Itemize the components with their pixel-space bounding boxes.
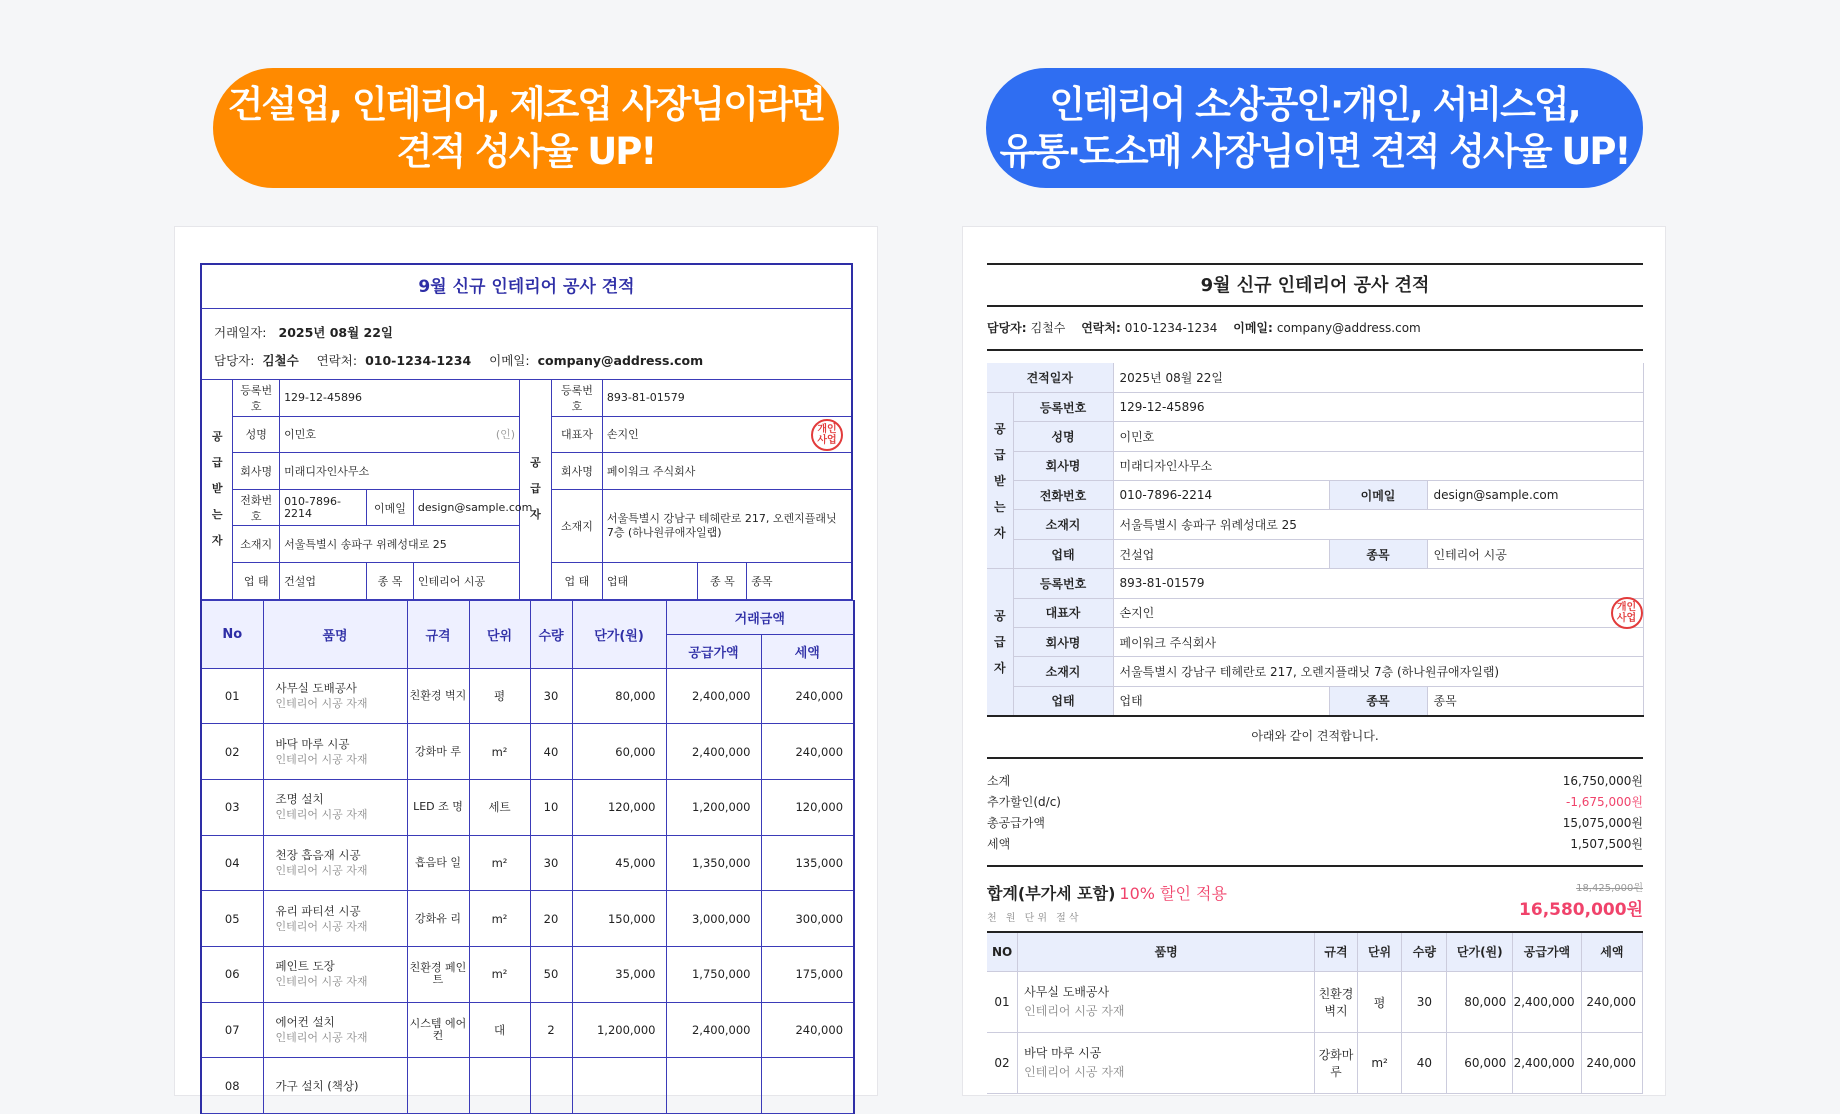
parties-table [987,363,1644,717]
cell-no: 08 [201,1058,263,1114]
cell-tax: 300,000 [761,891,854,947]
table-row [201,1002,854,1058]
table-row [201,1058,854,1114]
item-name: 사무실 도배공사 [1024,985,1110,1000]
cell-tax: 240,000 [761,724,854,780]
supplier-rep-cell [1113,598,1643,627]
cell-unit: m² [469,835,530,891]
banner-construction [213,68,839,188]
phone-label: 연락처: [1081,321,1121,335]
banner-line: 인테리어 소상공인·개인, 서비스업, [1049,83,1580,126]
supplier-biz-label: 업 태 [551,562,602,599]
cell-price: 60,000 [572,724,666,780]
cell-spec: 흡음타 일 [407,835,469,891]
receiver-item-label: 종 목 [367,562,414,599]
email-label: 이메일: [489,353,530,368]
receiver-company-value: 미래디자인사무소 [280,453,520,490]
cell-qty: 30 [530,668,572,724]
estimate-sheet-gray [962,226,1666,1096]
cell-supply: 1,350,000 [666,835,761,891]
cell-no: 05 [201,891,263,947]
receiver-item-value: 인테리어 시공 [413,562,519,599]
supplier-biz-value: 업태 [602,562,698,599]
cell-qty [530,1058,572,1114]
email-label: 이메일: [1233,321,1273,335]
banner-line: 유통·도소매 사장님이면 견적 성사율 UP! [999,130,1630,173]
receiver-item-value: 인테리어 시공 [1427,539,1643,568]
item-sub: 인테리어 시공 자재 [275,696,368,710]
cell-price: 60,000 [1447,1033,1513,1094]
estimate-sheet-blue [174,226,878,1096]
cell-unit: 평 [469,668,530,724]
cell-tax [761,1058,854,1114]
item-name: 페인트 도장 [275,959,335,974]
receiver-name-value: 이민호 [284,428,316,442]
cell-no: 04 [201,835,263,891]
original-total: 18,425,000원 [1576,882,1643,894]
cell-qty: 40 [1402,1033,1447,1094]
supplier-company-value: 페이워크 주식회사 [1113,628,1643,657]
cell-tax: 240,000 [1581,1033,1642,1094]
phone-label: 연락처: [316,353,358,368]
cell-tax: 120,000 [761,779,854,835]
receiver-tel-label: 전화번호 [233,489,280,526]
receiver-biz-value: 건설업 [1113,539,1329,568]
receiver-email-value: design@sample.com [1427,481,1643,510]
receiver-addr-label: 소재지 [233,526,280,563]
date-label: 견적일자 [987,363,1113,392]
cell-no: 02 [987,1033,1018,1094]
cell-name [263,835,407,891]
item-name: 사무실 도배공사 [275,680,357,695]
receiver-item-label: 종목 [1329,539,1427,568]
table-row [201,891,854,947]
cell-name [263,947,407,1003]
receiver-name-label: 성명 [1013,422,1113,451]
receiver-vertical-label: 공 급 받 는 자 [987,392,1013,568]
parties-table [200,379,853,600]
cell-price: 120,000 [572,779,666,835]
manager-value: 김철수 [262,353,299,368]
table-row [987,1033,1643,1094]
receiver-name-value: 이민호 [1113,422,1643,451]
cell-supply: 2,400,000 [1513,1033,1581,1094]
cell-price: 80,000 [1447,972,1513,1033]
receiver-name-label: 성명 [233,416,280,453]
supplier-vertical-label: 공 급 자 [520,380,552,600]
estimate-note: 아래와 같이 견적합니다. [987,717,1643,759]
supplier-reg-label: 등록번호 [551,380,602,417]
cell-tax: 240,000 [761,1002,854,1058]
phone-value: 010-1234-1234 [1124,321,1218,335]
receiver-addr-value: 서울특별시 송파구 위례성대로 25 [1113,510,1643,539]
document-title: 9월 신규 인테리어 공사 견적 [200,263,853,309]
table-row [201,668,854,724]
item-name: 에어컨 설치 [275,1015,335,1030]
business-stamp: 개인 사업 [1611,597,1643,629]
cell-price: 80,000 [572,668,666,724]
cell-spec: 친환경 벽지 [1315,972,1357,1033]
final-total: 16,580,000원 [1519,899,1643,920]
document-meta [987,307,1643,351]
cell-supply [666,1058,761,1114]
cell-unit: 세트 [469,779,530,835]
cell-tax: 240,000 [1581,972,1642,1033]
cell-supply: 2,400,000 [666,724,761,780]
item-sub: 인테리어 시공 자재 [275,975,368,989]
cell-no: 01 [987,972,1018,1033]
item-name: 가구 설치 (책상) [275,1078,359,1093]
receiver-email-label: 이메일 [367,489,414,526]
banner-line: 건설업, 인테리어, 제조업 사장님이라면 [227,83,825,126]
cell-unit: m² [469,947,530,1003]
receiver-vertical-label: 공 급 받 는 자 [201,380,233,600]
item-name: 바닥 마루 시공 [1024,1046,1102,1061]
seal-mark: (인) [495,428,516,442]
item-sub: 인테리어 시공 자재 [275,1031,368,1045]
supplier-addr-value: 서울특별시 강남구 테헤란로 217, 오렌지플래닛 7층 (하나원큐애자일랩) [602,489,852,562]
receiver-reg-value: 129-12-45896 [1113,392,1643,421]
manager-value: 김철수 [1030,321,1066,335]
date-label: 거래일자: [214,325,267,340]
cell-spec: 시스템 에어컨 [407,1002,469,1058]
cell-name [263,779,407,835]
summary-row: 소계 16,750,000원 [987,773,1643,788]
supplier-biz-value: 업태 [1113,686,1329,715]
cell-price: 150,000 [572,891,666,947]
document-title: 9월 신규 인테리어 공사 견적 [987,263,1643,307]
business-stamp: 개인 사업 [811,419,843,451]
cell-no: 02 [201,724,263,780]
supplier-addr-label: 소재지 [551,489,602,562]
table-row [201,779,854,835]
supplier-vertical-label: 공 급 자 [987,569,1013,716]
item-sub: 인테리어 시공 자재 [275,808,368,822]
col-no: No [201,600,263,668]
receiver-company-value: 미래디자인사무소 [1113,451,1643,480]
item-name: 조명 설치 [275,792,324,807]
cell-unit [469,1058,530,1114]
col-spec: 규격 [1315,932,1357,972]
supplier-item-label: 종 목 [698,562,747,599]
cell-supply: 1,750,000 [666,947,761,1003]
cell-spec: 강화유 리 [407,891,469,947]
cell-unit: m² [469,891,530,947]
cell-price [572,1058,666,1114]
cell-no: 03 [201,779,263,835]
col-price: 단가(원) [572,600,666,668]
total-label: 합계(부가세 포함) 10% 할인 적용 [987,883,1227,903]
cell-name [263,1002,407,1058]
receiver-reg-label: 등록번호 [1013,392,1113,421]
item-sub: 인테리어 시공 자재 [275,919,368,933]
receiver-addr-value: 서울특별시 송파구 위례성대로 25 [280,526,520,563]
discount-text: 10% 할인 적용 [1119,883,1227,903]
supplier-item-value: 종목 [1427,686,1643,715]
receiver-addr-label: 소재지 [1013,510,1113,539]
col-unit: 단위 [469,600,530,668]
cell-spec: 강화마 루 [407,724,469,780]
phone-value: 010-1234-1234 [365,353,472,368]
cell-qty: 10 [530,779,572,835]
supplier-rep-label: 대표자 [551,416,602,453]
cell-supply: 1,200,000 [666,779,761,835]
cell-name [1018,972,1315,1033]
receiver-tel-value: 010-7896-2214 [280,489,367,526]
receiver-biz-value: 건설업 [280,562,367,599]
cell-tax: 240,000 [761,668,854,724]
supplier-reg-value: 893-81-01579 [1113,569,1643,598]
cell-name [263,891,407,947]
cell-supply: 2,400,000 [1513,972,1581,1033]
cell-qty: 40 [530,724,572,780]
cell-name [263,1058,407,1114]
summary-row: 추가할인(d/c) -1,675,000원 [987,794,1643,809]
item-sub: 인테리어 시공 자재 [275,752,368,766]
cell-qty: 2 [530,1002,572,1058]
cell-name [1018,1033,1315,1094]
item-sub: 인테리어 시공 자재 [1024,1004,1125,1019]
cell-supply: 3,000,000 [666,891,761,947]
table-row [201,835,854,891]
cell-supply: 2,400,000 [666,1002,761,1058]
items-table [987,931,1643,1095]
col-supply: 공급가액 [666,634,761,668]
col-name: 품명 [1018,932,1315,972]
col-qty: 수량 [530,600,572,668]
estimate-document [987,263,1643,1094]
supplier-addr-label: 소재지 [1013,657,1113,686]
supplier-company-label: 회사명 [551,453,602,490]
col-name: 품명 [263,600,407,668]
cell-spec [407,1058,469,1114]
table-row [987,972,1643,1033]
supplier-rep-value: 손지인 [1119,606,1155,621]
summary-block [987,759,1643,855]
receiver-reg-label: 등록번호 [233,380,280,417]
estimate-document [200,263,853,1114]
cell-spec: 친환경 페인트 [407,947,469,1003]
col-tax: 세액 [761,634,854,668]
cell-price: 35,000 [572,947,666,1003]
banner-service [986,68,1643,188]
cell-supply: 2,400,000 [666,668,761,724]
cell-spec: 강화마 루 [1315,1033,1357,1094]
col-supply: 공급가액 [1513,932,1581,972]
receiver-name-cell [280,416,520,453]
cell-no: 01 [201,668,263,724]
supplier-company-value: 페이워크 주식회사 [602,453,852,490]
email-value: company@address.com [537,353,704,368]
banner-line: 견적 성사율 UP! [396,130,656,173]
receiver-reg-value: 129-12-45896 [280,380,520,417]
receiver-email-value: design@sample.com [413,489,519,526]
item-name: 유리 파티션 시공 [275,903,361,918]
receiver-company-label: 회사명 [233,453,280,490]
col-price: 단가(원) [1447,932,1513,972]
supplier-item-label: 종목 [1329,686,1427,715]
total-block [987,865,1643,931]
cell-spec: 친환경 벽지 [407,668,469,724]
item-name: 천장 흡음재 시공 [275,847,361,862]
receiver-email-label: 이메일 [1329,481,1427,510]
receiver-biz-label: 업 태 [233,562,280,599]
cell-name [263,668,407,724]
cell-qty: 30 [530,835,572,891]
cell-qty: 20 [530,891,572,947]
cell-qty: 30 [1402,972,1447,1033]
cell-qty: 50 [530,947,572,1003]
cell-unit: m² [469,724,530,780]
cell-tax: 135,000 [761,835,854,891]
supplier-company-label: 회사명 [1013,628,1113,657]
item-sub: 인테리어 시공 자재 [275,863,368,877]
cell-name [263,724,407,780]
supplier-reg-value: 893-81-01579 [602,380,852,417]
supplier-rep-label: 대표자 [1013,598,1113,627]
email-value: company@address.com [1276,321,1421,335]
summary-row: 세액 1,507,500원 [987,836,1643,851]
supplier-biz-label: 업태 [1013,686,1113,715]
cell-unit: 평 [1357,972,1402,1033]
cell-no: 07 [201,1002,263,1058]
date-value: 2025년 08월 22일 [1113,363,1643,392]
cell-no: 06 [201,947,263,1003]
item-sub: 인테리어 시공 자재 [1024,1065,1125,1080]
col-spec: 규격 [407,600,469,668]
cell-unit: 대 [469,1002,530,1058]
receiver-tel-label: 전화번호 [1013,481,1113,510]
cell-unit: m² [1357,1033,1402,1094]
cell-price: 1,200,000 [572,1002,666,1058]
receiver-tel-value: 010-7896-2214 [1113,481,1329,510]
cell-price: 45,000 [572,835,666,891]
supplier-rep-cell [602,416,852,453]
unit-note: 천 원 단위 절삭 [987,912,1082,924]
supplier-rep-value: 손지인 [606,428,639,442]
col-tax: 세액 [1581,932,1642,972]
summary-row: 총공급가액 15,075,000원 [987,815,1643,830]
col-no: NO [987,932,1018,972]
col-amount: 거래금액 [666,600,854,634]
table-row [201,947,854,1003]
manager-label: 담당자: [987,321,1027,335]
document-meta [200,309,853,379]
cell-tax: 175,000 [761,947,854,1003]
items-table [200,600,855,1114]
col-qty: 수량 [1402,932,1447,972]
cell-spec: LED 조 명 [407,779,469,835]
table-row [201,724,854,780]
receiver-company-label: 회사명 [1013,451,1113,480]
supplier-reg-label: 등록번호 [1013,569,1113,598]
supplier-item-value: 종목 [747,562,852,599]
manager-label: 담당자: [214,353,255,368]
supplier-addr-value: 서울특별시 강남구 테헤란로 217, 오렌지플래닛 7층 (하나원큐애자일랩) [1113,657,1643,686]
receiver-biz-label: 업태 [1013,539,1113,568]
col-unit: 단위 [1357,932,1402,972]
item-name: 바닥 마루 시공 [275,736,350,751]
date-value: 2025년 08월 22일 [278,325,394,340]
